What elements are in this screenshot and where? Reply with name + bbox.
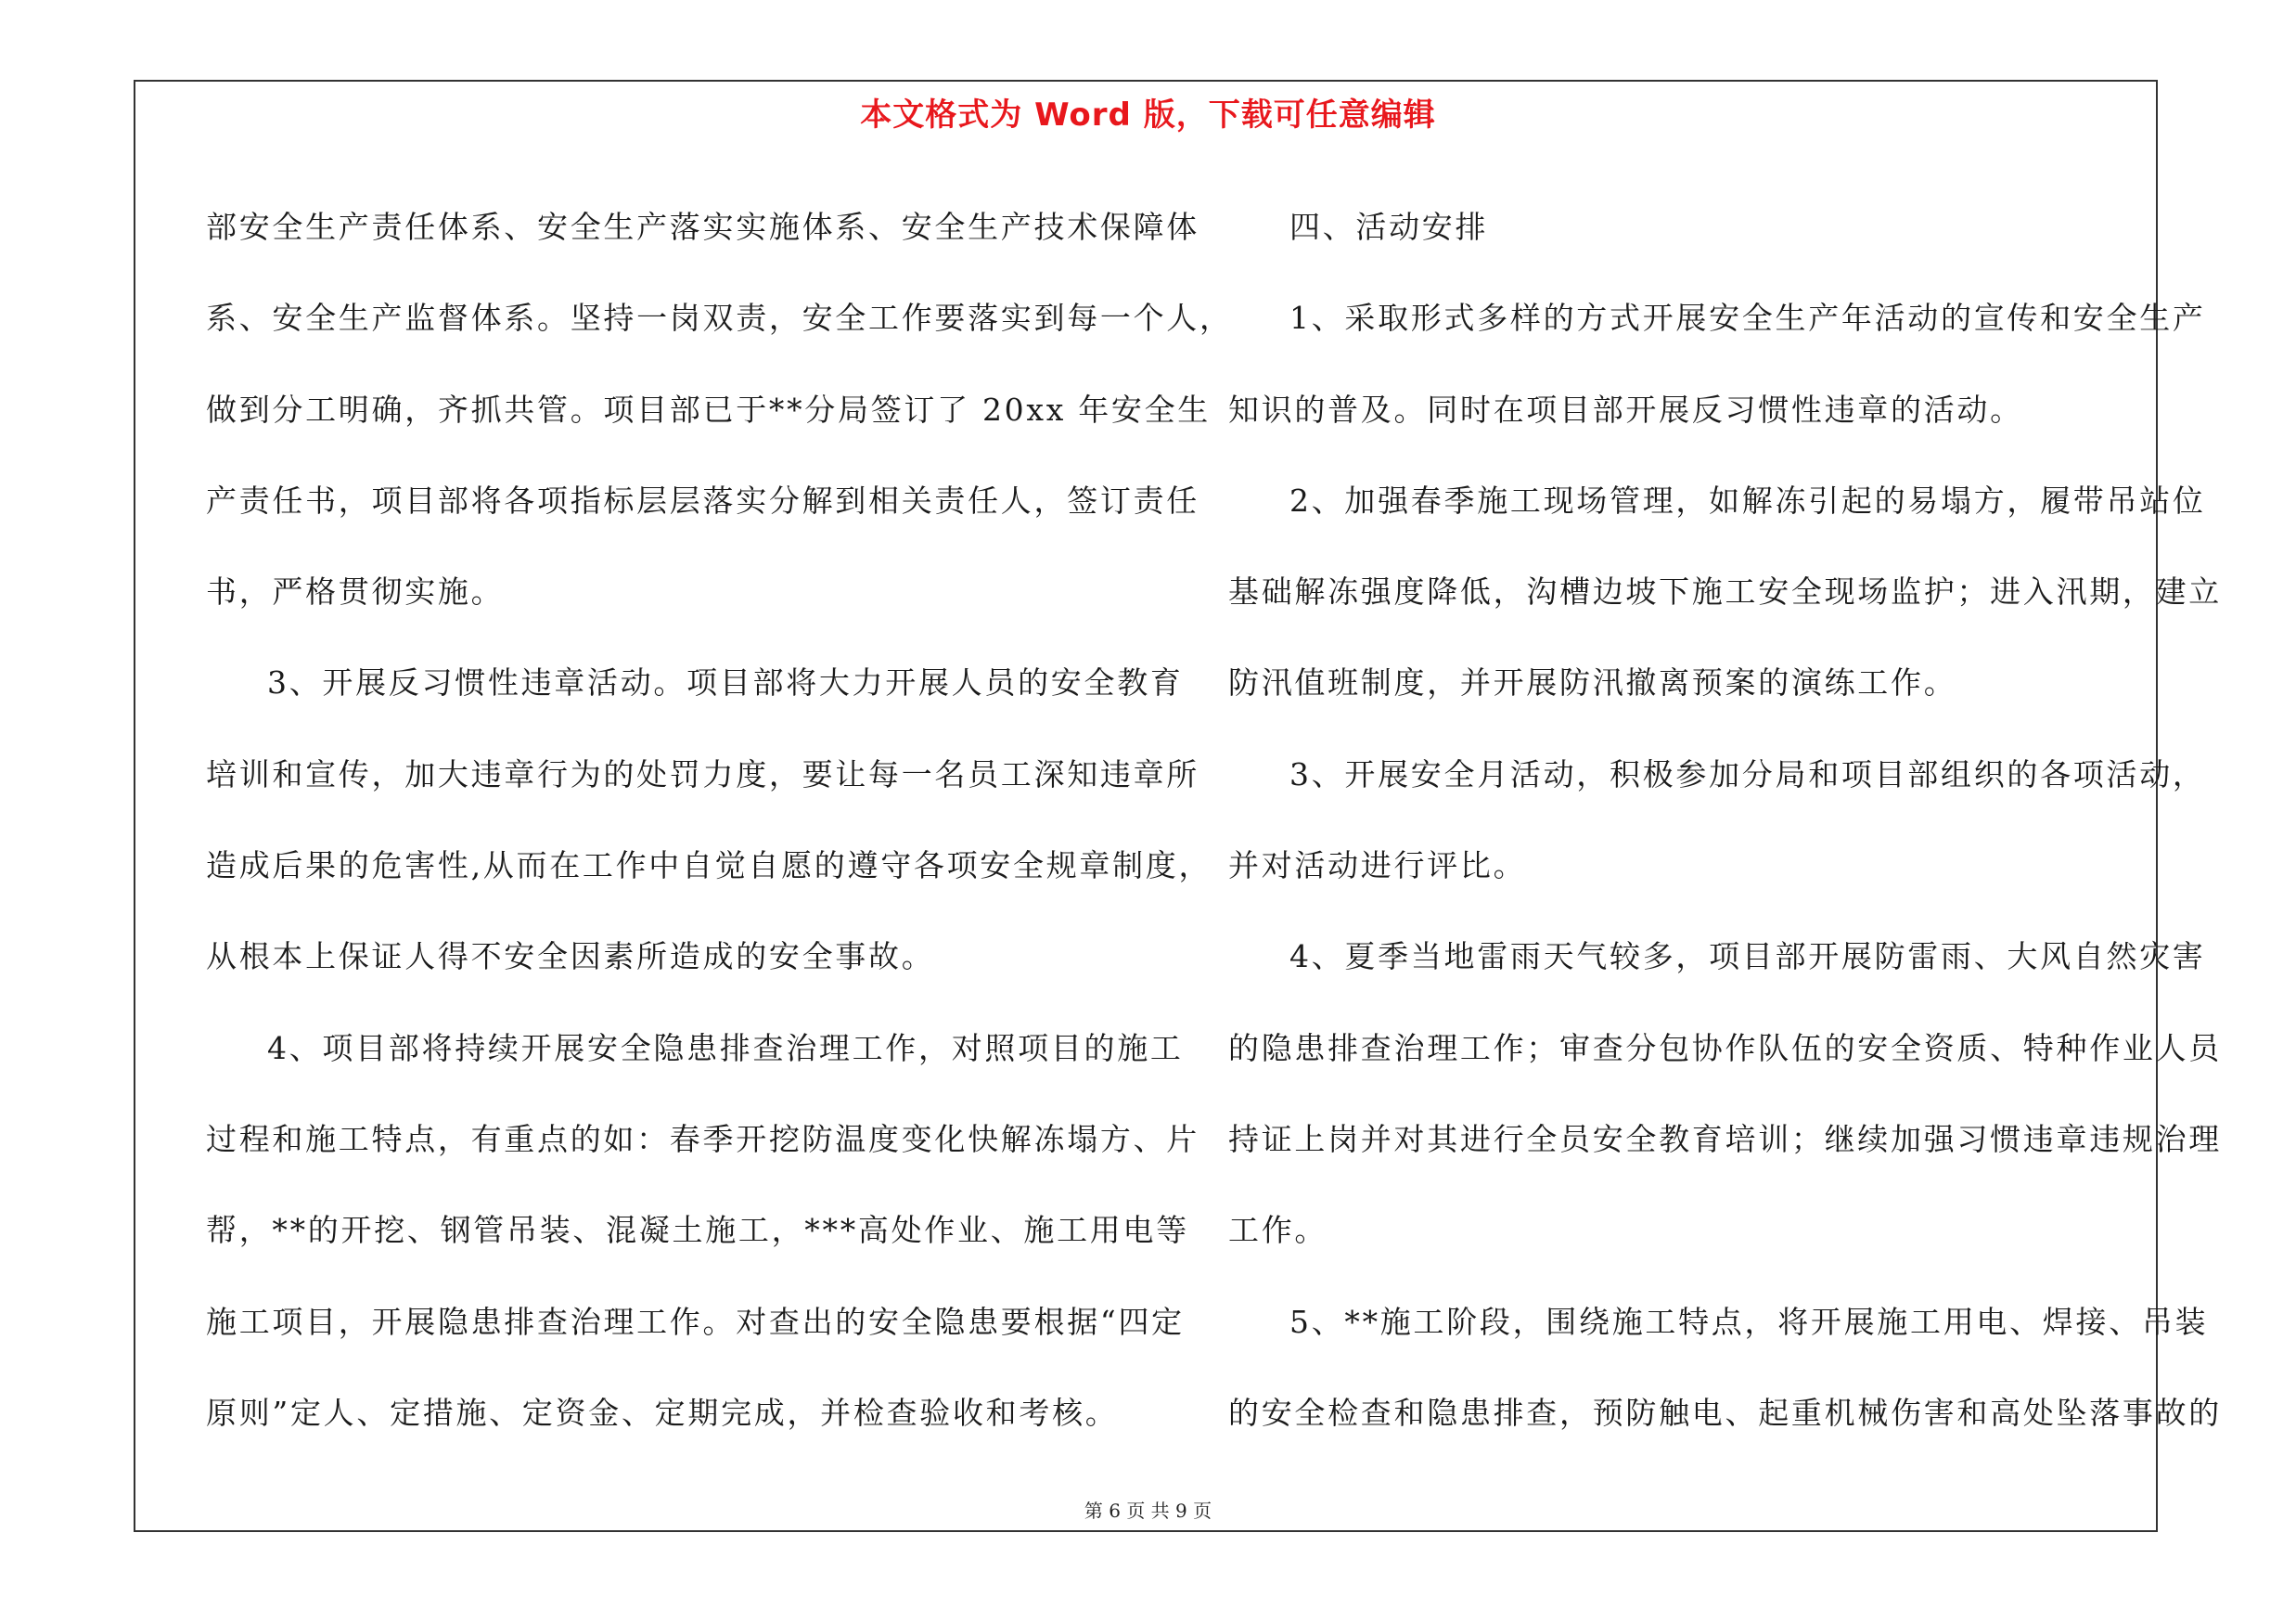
paragraph-start-line: 3、开展安全月活动，积极参加分局和项目部组织的各项活动， [1289, 755, 2206, 792]
left-text-column [206, 182, 1233, 1459]
format-notice-banner: 本文格式为 Word 版，下载可任意编辑 [860, 97, 1436, 134]
text-line: 持证上岗并对其进行全员安全教育培训；继续加强习惯违章违规治理 [1228, 1120, 2222, 1157]
paragraph-start-line: 3、开展反习惯性违章活动。项目部将大力开展人员的安全教育 [267, 664, 1184, 702]
text-line: 过程和施工特点，有重点的如：春季开挖防温度变化快解冻塌方、片 [206, 1120, 1199, 1157]
text-line: 做到分工明确，齐抓共管。项目部已于**分局签订了 20xx 年安全生 [206, 391, 1211, 428]
text-line: 部安全生产责任体系、安全生产落实实施体系、安全生产技术保障体 [206, 209, 1199, 245]
text-line: 造成后果的危害性,从而在工作中自觉自愿的遵守各项安全规章制度， [206, 847, 1212, 884]
text-line: 培训和宣传，加大违章行为的处罚力度，要让每一名员工深知违章所 [206, 755, 1199, 792]
text-line: 帮，**的开挖、钢管吊装、混凝土施工，***高处作业、施工用电等 [206, 1212, 1189, 1249]
text-line: 的安全检查和隐患排查，预防触电、起重机械伤害和高处坠落事故的 [1228, 1394, 2222, 1431]
paragraph-start-line: 5、**施工阶段，围绕施工特点，将开展施工用电、焊接、吊装 [1289, 1303, 2209, 1340]
text-line: 防汛值班制度，并开展防汛撤离预案的演练工作。 [1228, 664, 1957, 702]
page-number-footer: 第 6 页 共 9 页 [1084, 1500, 1212, 1522]
paragraph-start-line: 4、项目部将持续开展安全隐患排查治理工作，对照项目的施工 [267, 1029, 1184, 1066]
text-line: 知识的普及。同时在项目部开展反习惯性违章的活动。 [1228, 391, 2023, 428]
text-line: 产责任书，项目部将各项指标层层落实分解到相关责任人，签订责任 [206, 482, 1199, 519]
text-line: 从根本上保证人得不安全因素所造成的安全事故。 [206, 938, 935, 975]
right-text-column [1228, 182, 2222, 1459]
paragraph-start-line: 1、采取形式多样的方式开展安全生产年活动的宣传和安全生产 [1289, 300, 2206, 337]
text-line: 基础解冻强度降低，沟槽边坡下施工安全现场监护；进入汛期，建立 [1228, 573, 2222, 611]
text-line: 的隐患排查治理工作；审查分包协作队伍的安全资质、特种作业人员 [1228, 1029, 2222, 1066]
paragraph-start-line: 2、加强春季施工现场管理，如解冻引起的易塌方，履带吊站位 [1289, 482, 2206, 519]
text-line: 并对活动进行评比。 [1228, 847, 1527, 884]
text-line: 系、安全生产监督体系。坚持一岗双责，安全工作要落实到每一个人， [206, 300, 1233, 337]
text-line: 施工项目，开展隐患排查治理工作。对查出的安全隐患要根据“四定 [206, 1303, 1185, 1340]
paragraph-start-line: 4、夏季当地雷雨天气较多，项目部开展防雷雨、大风自然灾害 [1289, 938, 2206, 975]
section-heading: 四、活动安排 [1289, 209, 1489, 245]
text-line: 原则”定人、定措施、定资金、定期完成，并检查验收和考核。 [206, 1394, 1119, 1431]
text-line: 书，严格贯彻实施。 [206, 573, 505, 611]
text-line: 工作。 [1228, 1212, 1328, 1249]
